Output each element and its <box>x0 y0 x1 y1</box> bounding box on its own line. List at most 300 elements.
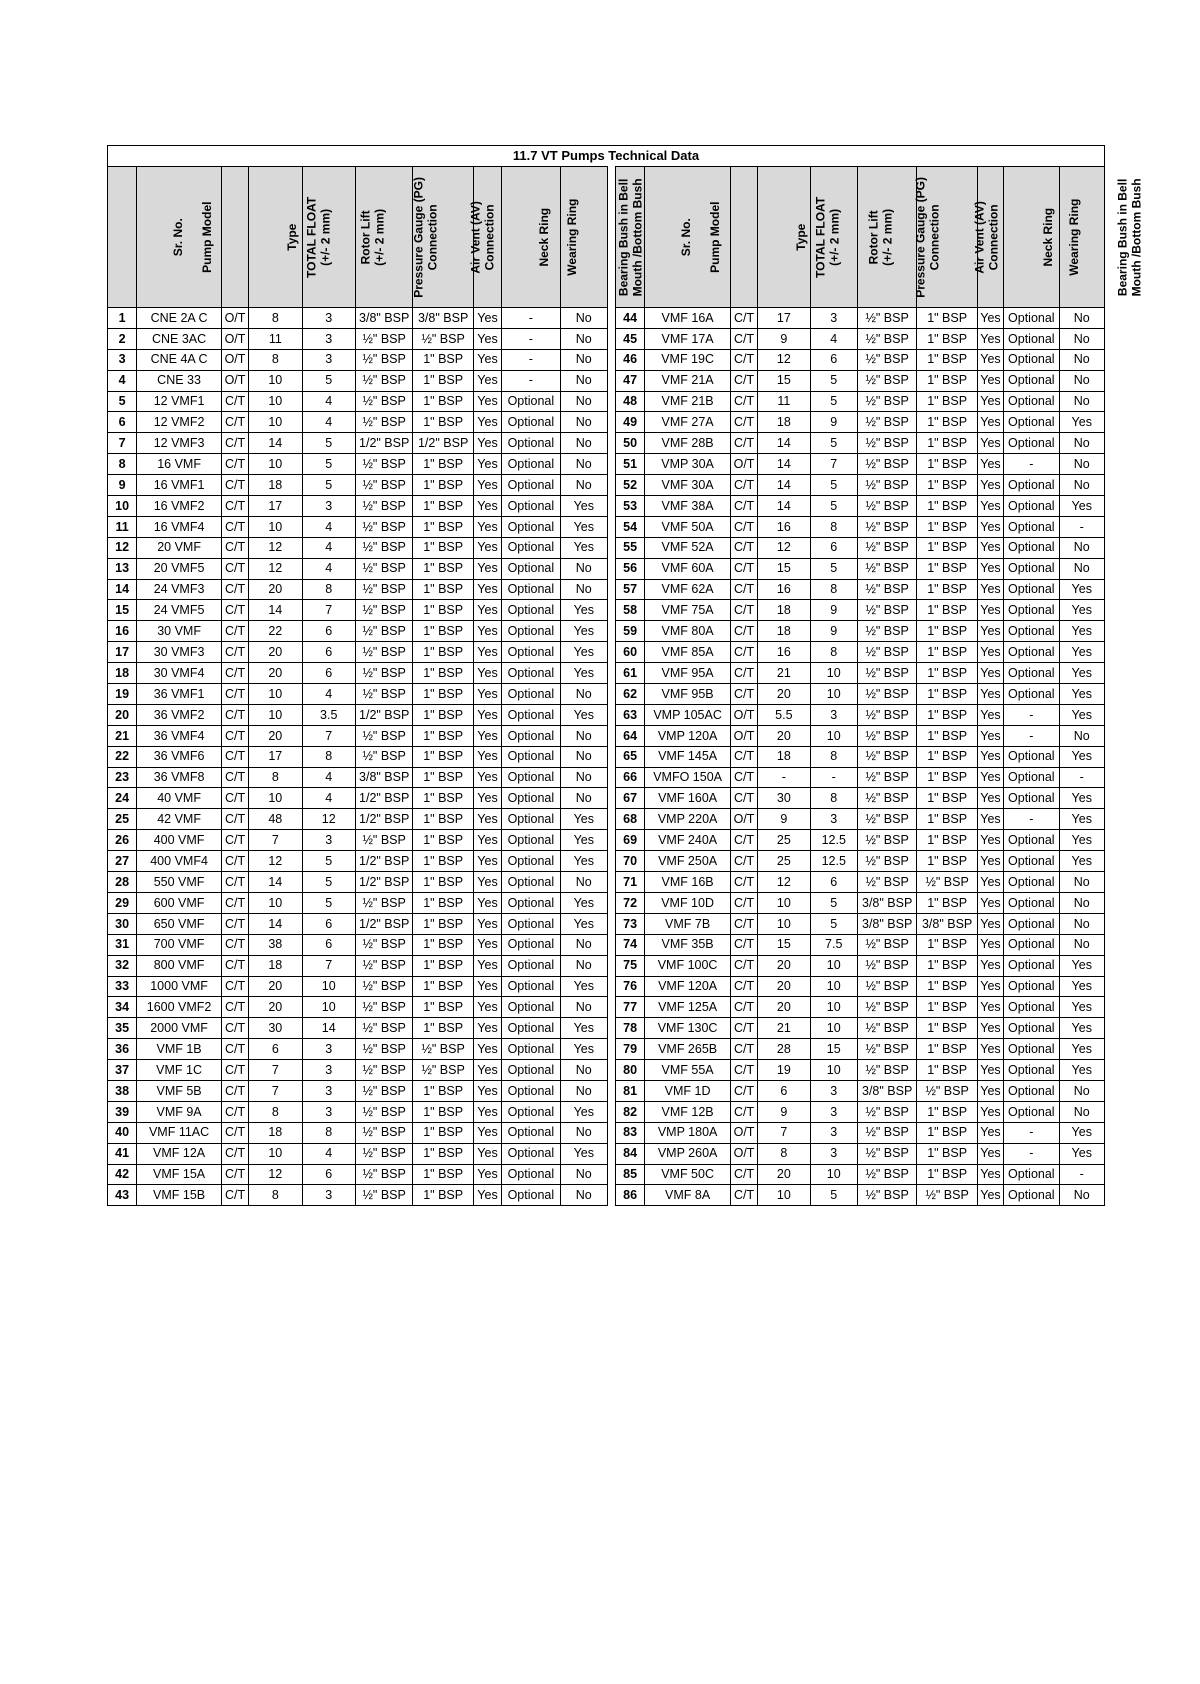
sr-no-cell: 11 <box>108 516 137 537</box>
pump-model-cell: VMF 17A <box>645 328 731 349</box>
pg-connection-cell: ½" BSP <box>355 1060 412 1081</box>
type-cell: C/T <box>221 913 248 934</box>
type-cell: C/T <box>221 872 248 893</box>
type-cell: C/T <box>730 537 757 558</box>
table-row <box>108 830 1105 851</box>
table-row <box>108 1039 1105 1060</box>
sr-no-cell: 43 <box>108 1185 137 1206</box>
neck-ring-cell: Yes <box>473 621 501 642</box>
av-connection-cell: 1" BSP <box>413 746 473 767</box>
wearing-ring-cell: Optional <box>1004 370 1059 391</box>
wearing-ring-cell: Optional <box>502 579 560 600</box>
table-row <box>108 412 1105 433</box>
av-connection-cell: 1" BSP <box>413 579 473 600</box>
type-cell: C/T <box>730 621 757 642</box>
type-cell: C/T <box>221 746 248 767</box>
rotor-lift-cell: 3 <box>302 496 355 517</box>
neck-ring-cell: Yes <box>473 516 501 537</box>
pg-connection-cell: 3/8" BSP <box>355 308 412 329</box>
pump-model-cell: 42 VMF <box>137 809 222 830</box>
bearing-bush-cell: - <box>1059 1164 1104 1185</box>
pump-model-cell: 36 VMF1 <box>137 684 222 705</box>
table-row <box>108 1143 1105 1164</box>
pg-connection-cell: ½" BSP <box>857 704 916 725</box>
pg-connection-cell: ½" BSP <box>355 1080 412 1101</box>
rotor-lift-cell: 5 <box>810 391 857 412</box>
pump-model-cell: 650 VMF <box>137 913 222 934</box>
av-connection-cell: 1" BSP <box>917 496 977 517</box>
header-wearing-ring: Wearing Ring <box>1004 167 1059 308</box>
wearing-ring-cell: Optional <box>502 454 560 475</box>
type-cell: C/T <box>221 496 248 517</box>
wearing-ring-cell: Optional <box>1004 1039 1059 1060</box>
bearing-bush-cell: Yes <box>1059 621 1104 642</box>
column-gap <box>607 892 615 913</box>
rotor-lift-cell: 10 <box>810 725 857 746</box>
table-row <box>108 496 1105 517</box>
type-cell: C/T <box>730 746 757 767</box>
rotor-lift-cell: 10 <box>810 663 857 684</box>
bearing-bush-cell: Yes <box>1059 684 1104 705</box>
table-row <box>108 788 1105 809</box>
wearing-ring-cell: Optional <box>1004 913 1059 934</box>
neck-ring-cell: Yes <box>977 558 1003 579</box>
total-float-cell: 12 <box>249 1164 302 1185</box>
pg-connection-cell: ½" BSP <box>355 642 412 663</box>
neck-ring-cell: Yes <box>977 516 1003 537</box>
rotor-lift-cell: 3 <box>810 809 857 830</box>
neck-ring-cell: Yes <box>473 913 501 934</box>
pg-connection-cell: ½" BSP <box>857 621 916 642</box>
bearing-bush-cell: Yes <box>560 621 607 642</box>
sr-no-cell: 1 <box>108 308 137 329</box>
rotor-lift-cell: 3 <box>302 1080 355 1101</box>
rotor-lift-cell: 3 <box>302 328 355 349</box>
type-cell: C/T <box>221 1018 248 1039</box>
sr-no-cell: 45 <box>616 328 645 349</box>
pg-connection-cell: ½" BSP <box>355 976 412 997</box>
type-cell: C/T <box>221 976 248 997</box>
total-float-cell: 8 <box>249 349 302 370</box>
sr-no-cell: 37 <box>108 1060 137 1081</box>
wearing-ring-cell: Optional <box>502 746 560 767</box>
bearing-bush-cell: No <box>560 746 607 767</box>
table-row <box>108 955 1105 976</box>
bearing-bush-cell: Yes <box>1059 809 1104 830</box>
header-total-float: TOTAL FLOAT (+/- 2 mm) <box>249 167 302 308</box>
type-cell: O/T <box>730 704 757 725</box>
column-gap <box>607 558 615 579</box>
bearing-bush-cell: No <box>560 997 607 1018</box>
header-air-vent: Air Vent (AV) Connection <box>413 167 473 308</box>
bearing-bush-cell: No <box>560 433 607 454</box>
neck-ring-cell: Yes <box>977 537 1003 558</box>
rotor-lift-cell: 5 <box>810 892 857 913</box>
pg-connection-cell: ½" BSP <box>857 1185 916 1206</box>
table-row <box>108 663 1105 684</box>
pump-model-cell: VMF 125A <box>645 997 731 1018</box>
neck-ring-cell: Yes <box>977 955 1003 976</box>
column-gap <box>607 872 615 893</box>
rotor-lift-cell: 6 <box>302 642 355 663</box>
header-sr-no: Sr. No. <box>108 167 137 308</box>
sr-no-cell: 20 <box>108 704 137 725</box>
total-float-cell: 8 <box>758 1143 810 1164</box>
column-gap <box>607 600 615 621</box>
neck-ring-cell: Yes <box>977 1060 1003 1081</box>
wearing-ring-cell: Optional <box>502 663 560 684</box>
sr-no-cell: 60 <box>616 642 645 663</box>
sr-no-cell: 49 <box>616 412 645 433</box>
total-float-cell: 18 <box>249 955 302 976</box>
column-gap <box>607 454 615 475</box>
pump-model-cell: VMFO 150A <box>645 767 731 788</box>
rotor-lift-cell: 5 <box>810 370 857 391</box>
neck-ring-cell: Yes <box>473 579 501 600</box>
table-row <box>108 642 1105 663</box>
bearing-bush-cell: No <box>1059 433 1104 454</box>
total-float-cell: 20 <box>249 642 302 663</box>
pump-model-cell: VMP 120A <box>645 725 731 746</box>
bearing-bush-cell: No <box>560 1122 607 1143</box>
neck-ring-cell: Yes <box>473 642 501 663</box>
neck-ring-cell: Yes <box>977 788 1003 809</box>
bearing-bush-cell: No <box>1059 872 1104 893</box>
pg-connection-cell: ½" BSP <box>857 872 916 893</box>
av-connection-cell: 1" BSP <box>917 997 977 1018</box>
wearing-ring-cell: Optional <box>1004 851 1059 872</box>
table-row <box>108 600 1105 621</box>
rotor-lift-cell: 5 <box>302 851 355 872</box>
rotor-lift-cell: 8 <box>302 746 355 767</box>
rotor-lift-cell: 6 <box>810 872 857 893</box>
type-cell: C/T <box>221 1122 248 1143</box>
bearing-bush-cell: No <box>560 412 607 433</box>
pump-model-cell: VMP 105AC <box>645 704 731 725</box>
av-connection-cell: 1" BSP <box>917 328 977 349</box>
column-gap <box>607 809 615 830</box>
wearing-ring-cell: Optional <box>502 433 560 454</box>
table-row <box>108 537 1105 558</box>
bearing-bush-cell: Yes <box>1059 1039 1104 1060</box>
wearing-ring-cell: Optional <box>1004 496 1059 517</box>
column-gap <box>607 516 615 537</box>
pump-model-cell: 16 VMF4 <box>137 516 222 537</box>
total-float-cell: 7 <box>249 1060 302 1081</box>
wearing-ring-cell: - <box>502 349 560 370</box>
total-float-cell: 20 <box>249 976 302 997</box>
rotor-lift-cell: 3 <box>810 1143 857 1164</box>
type-cell: C/T <box>730 872 757 893</box>
vt-pumps-table <box>107 145 1144 1206</box>
type-cell: O/T <box>221 308 248 329</box>
pg-connection-cell: ½" BSP <box>355 370 412 391</box>
av-connection-cell: ½" BSP <box>413 1039 473 1060</box>
total-float-cell: 14 <box>758 433 810 454</box>
bearing-bush-cell: Yes <box>560 704 607 725</box>
rotor-lift-cell: 8 <box>302 1122 355 1143</box>
av-connection-cell: ½" BSP <box>917 872 977 893</box>
total-float-cell: 7 <box>249 1080 302 1101</box>
av-connection-cell: ½" BSP <box>917 1080 977 1101</box>
sr-no-cell: 75 <box>616 955 645 976</box>
type-cell: C/T <box>221 830 248 851</box>
neck-ring-cell: Yes <box>977 767 1003 788</box>
pg-connection-cell: ½" BSP <box>857 370 916 391</box>
neck-ring-cell: Yes <box>473 851 501 872</box>
neck-ring-cell: Yes <box>473 955 501 976</box>
pg-connection-cell: ½" BSP <box>355 349 412 370</box>
pump-model-cell: 800 VMF <box>137 955 222 976</box>
pump-model-cell: VMF 62A <box>645 579 731 600</box>
column-gap <box>607 642 615 663</box>
neck-ring-cell: Yes <box>473 1185 501 1206</box>
rotor-lift-cell: 4 <box>302 1143 355 1164</box>
bearing-bush-cell: Yes <box>560 851 607 872</box>
header-neck-ring: Neck Ring <box>473 167 501 308</box>
bearing-bush-cell: No <box>1059 391 1104 412</box>
pump-model-cell: VMF 10D <box>645 892 731 913</box>
wearing-ring-cell: - <box>1004 725 1059 746</box>
table-row <box>108 579 1105 600</box>
sr-no-cell: 71 <box>616 872 645 893</box>
neck-ring-cell: Yes <box>473 788 501 809</box>
av-connection-cell: 1" BSP <box>917 642 977 663</box>
type-cell: C/T <box>221 1060 248 1081</box>
pump-technical-data-sheet <box>107 145 1144 1206</box>
sr-no-cell: 86 <box>616 1185 645 1206</box>
neck-ring-cell: Yes <box>473 412 501 433</box>
pump-model-cell: VMF 8A <box>645 1185 731 1206</box>
sr-no-cell: 5 <box>108 391 137 412</box>
neck-ring-cell: Yes <box>977 370 1003 391</box>
total-float-cell: 10 <box>249 788 302 809</box>
sr-no-cell: 33 <box>108 976 137 997</box>
rotor-lift-cell: 10 <box>810 1018 857 1039</box>
sr-no-cell: 63 <box>616 704 645 725</box>
wearing-ring-cell: Optional <box>1004 391 1059 412</box>
wearing-ring-cell: Optional <box>1004 830 1059 851</box>
bearing-bush-cell: Yes <box>1059 746 1104 767</box>
pump-model-cell: 12 VMF3 <box>137 433 222 454</box>
av-connection-cell: 3/8" BSP <box>917 913 977 934</box>
pump-model-cell: 400 VMF <box>137 830 222 851</box>
sr-no-cell: 48 <box>616 391 645 412</box>
av-connection-cell: 1" BSP <box>413 475 473 496</box>
total-float-cell: 20 <box>249 997 302 1018</box>
bearing-bush-cell: No <box>560 955 607 976</box>
pump-model-cell: 12 VMF1 <box>137 391 222 412</box>
sr-no-cell: 29 <box>108 892 137 913</box>
neck-ring-cell: Yes <box>473 976 501 997</box>
pump-model-cell: VMF 11AC <box>137 1122 222 1143</box>
av-connection-cell: 1" BSP <box>917 1164 977 1185</box>
sr-no-cell: 7 <box>108 433 137 454</box>
pg-connection-cell: ½" BSP <box>857 579 916 600</box>
wearing-ring-cell: Optional <box>502 1039 560 1060</box>
pg-connection-cell: ½" BSP <box>857 663 916 684</box>
av-connection-cell: 1" BSP <box>413 704 473 725</box>
neck-ring-cell: Yes <box>977 308 1003 329</box>
total-float-cell: 21 <box>758 663 810 684</box>
rotor-lift-cell: 4 <box>302 684 355 705</box>
rotor-lift-cell: 7 <box>302 600 355 621</box>
sr-no-cell: 51 <box>616 454 645 475</box>
total-float-cell: 12 <box>758 537 810 558</box>
pump-model-cell: 36 VMF8 <box>137 767 222 788</box>
av-connection-cell: 1" BSP <box>413 830 473 851</box>
sr-no-cell: 32 <box>108 955 137 976</box>
wearing-ring-cell: Optional <box>502 621 560 642</box>
column-gap <box>607 537 615 558</box>
sr-no-cell: 56 <box>616 558 645 579</box>
bearing-bush-cell: Yes <box>1059 1122 1104 1143</box>
table-row <box>108 1080 1105 1101</box>
column-gap <box>607 767 615 788</box>
total-float-cell: 12 <box>249 851 302 872</box>
pump-model-cell: 1000 VMF <box>137 976 222 997</box>
type-cell: C/T <box>221 1143 248 1164</box>
type-cell: C/T <box>221 955 248 976</box>
total-float-cell: 14 <box>249 913 302 934</box>
neck-ring-cell: Yes <box>977 746 1003 767</box>
total-float-cell: 18 <box>249 1122 302 1143</box>
bearing-bush-cell: No <box>560 349 607 370</box>
wearing-ring-cell: Optional <box>1004 328 1059 349</box>
wearing-ring-cell: Optional <box>502 704 560 725</box>
type-cell: C/T <box>730 579 757 600</box>
wearing-ring-cell: Optional <box>502 496 560 517</box>
type-cell: C/T <box>730 1164 757 1185</box>
sr-no-cell: 64 <box>616 725 645 746</box>
rotor-lift-cell: 6 <box>302 913 355 934</box>
neck-ring-cell: Yes <box>473 1018 501 1039</box>
total-float-cell: 15 <box>758 558 810 579</box>
av-connection-cell: 1" BSP <box>917 454 977 475</box>
header-type: Type <box>730 167 757 308</box>
bearing-bush-cell: No <box>1059 934 1104 955</box>
type-cell: C/T <box>730 913 757 934</box>
total-float-cell: 10 <box>249 516 302 537</box>
pg-connection-cell: ½" BSP <box>857 830 916 851</box>
sr-no-cell: 34 <box>108 997 137 1018</box>
pump-model-cell: VMF 120A <box>645 976 731 997</box>
type-cell: C/T <box>730 391 757 412</box>
av-connection-cell: 1" BSP <box>413 412 473 433</box>
rotor-lift-cell: 4 <box>302 767 355 788</box>
type-cell: C/T <box>221 412 248 433</box>
rotor-lift-cell: 7.5 <box>810 934 857 955</box>
av-connection-cell: 1" BSP <box>917 349 977 370</box>
total-float-cell: 20 <box>758 1164 810 1185</box>
total-float-cell: 20 <box>249 579 302 600</box>
rotor-lift-cell: 3 <box>302 1060 355 1081</box>
bearing-bush-cell: Yes <box>1059 704 1104 725</box>
av-connection-cell: 1" BSP <box>917 1018 977 1039</box>
rotor-lift-cell: 5 <box>810 496 857 517</box>
type-cell: C/T <box>730 1018 757 1039</box>
bearing-bush-cell: No <box>1059 558 1104 579</box>
bearing-bush-cell: Yes <box>560 1039 607 1060</box>
rotor-lift-cell: 10 <box>810 1060 857 1081</box>
table-row <box>108 1122 1105 1143</box>
pump-model-cell: VMF 60A <box>645 558 731 579</box>
wearing-ring-cell: Optional <box>502 872 560 893</box>
column-gap <box>607 1060 615 1081</box>
column-gap <box>607 621 615 642</box>
neck-ring-cell: Yes <box>473 496 501 517</box>
type-cell: C/T <box>730 663 757 684</box>
wearing-ring-cell: Optional <box>1004 788 1059 809</box>
sr-no-cell: 59 <box>616 621 645 642</box>
type-cell: C/T <box>730 558 757 579</box>
table-row <box>108 621 1105 642</box>
pump-model-cell: VMF 12B <box>645 1101 731 1122</box>
pg-connection-cell: ½" BSP <box>857 788 916 809</box>
neck-ring-cell: Yes <box>473 684 501 705</box>
rotor-lift-cell: 8 <box>810 516 857 537</box>
sr-no-cell: 46 <box>616 349 645 370</box>
av-connection-cell: 1" BSP <box>413 976 473 997</box>
pump-model-cell: VMF 95A <box>645 663 731 684</box>
pg-connection-cell: 1/2" BSP <box>355 788 412 809</box>
wearing-ring-cell: Optional <box>1004 558 1059 579</box>
rotor-lift-cell: - <box>810 767 857 788</box>
av-connection-cell: 1" BSP <box>917 892 977 913</box>
bearing-bush-cell: No <box>560 788 607 809</box>
type-cell: C/T <box>730 642 757 663</box>
total-float-cell: 20 <box>249 663 302 684</box>
total-float-cell: 6 <box>249 1039 302 1060</box>
rotor-lift-cell: 4 <box>302 412 355 433</box>
bearing-bush-cell: Yes <box>1059 976 1104 997</box>
header-bearing-bush: Bearing Bush in Bell Mouth /Bottom Bush <box>1059 167 1104 308</box>
total-float-cell: 28 <box>758 1039 810 1060</box>
sr-no-cell: 38 <box>108 1080 137 1101</box>
header-bearing-bush: Bearing Bush in Bell Mouth /Bottom Bush <box>560 167 607 308</box>
column-gap <box>607 934 615 955</box>
wearing-ring-cell: Optional <box>502 642 560 663</box>
sr-no-cell: 85 <box>616 1164 645 1185</box>
rotor-lift-cell: 5 <box>302 433 355 454</box>
neck-ring-cell: Yes <box>977 1039 1003 1060</box>
bearing-bush-cell: Yes <box>560 642 607 663</box>
type-cell: C/T <box>730 1039 757 1060</box>
pump-model-cell: VMF 27A <box>645 412 731 433</box>
bearing-bush-cell: No <box>1059 308 1104 329</box>
sr-no-cell: 50 <box>616 433 645 454</box>
av-connection-cell: 1" BSP <box>917 1122 977 1143</box>
wearing-ring-cell: Optional <box>1004 600 1059 621</box>
sr-no-cell: 54 <box>616 516 645 537</box>
sr-no-cell: 3 <box>108 349 137 370</box>
rotor-lift-cell: 5 <box>302 370 355 391</box>
type-cell: O/T <box>221 328 248 349</box>
sr-no-cell: 6 <box>108 412 137 433</box>
wearing-ring-cell: Optional <box>1004 663 1059 684</box>
wearing-ring-cell: Optional <box>502 851 560 872</box>
neck-ring-cell: Yes <box>473 663 501 684</box>
type-cell: O/T <box>730 809 757 830</box>
pg-connection-cell: ½" BSP <box>355 496 412 517</box>
table-row <box>108 684 1105 705</box>
total-float-cell: 10 <box>249 892 302 913</box>
total-float-cell: 10 <box>249 391 302 412</box>
total-float-cell: 10 <box>249 370 302 391</box>
rotor-lift-cell: 8 <box>302 579 355 600</box>
sr-no-cell: 41 <box>108 1143 137 1164</box>
wearing-ring-cell: Optional <box>502 830 560 851</box>
